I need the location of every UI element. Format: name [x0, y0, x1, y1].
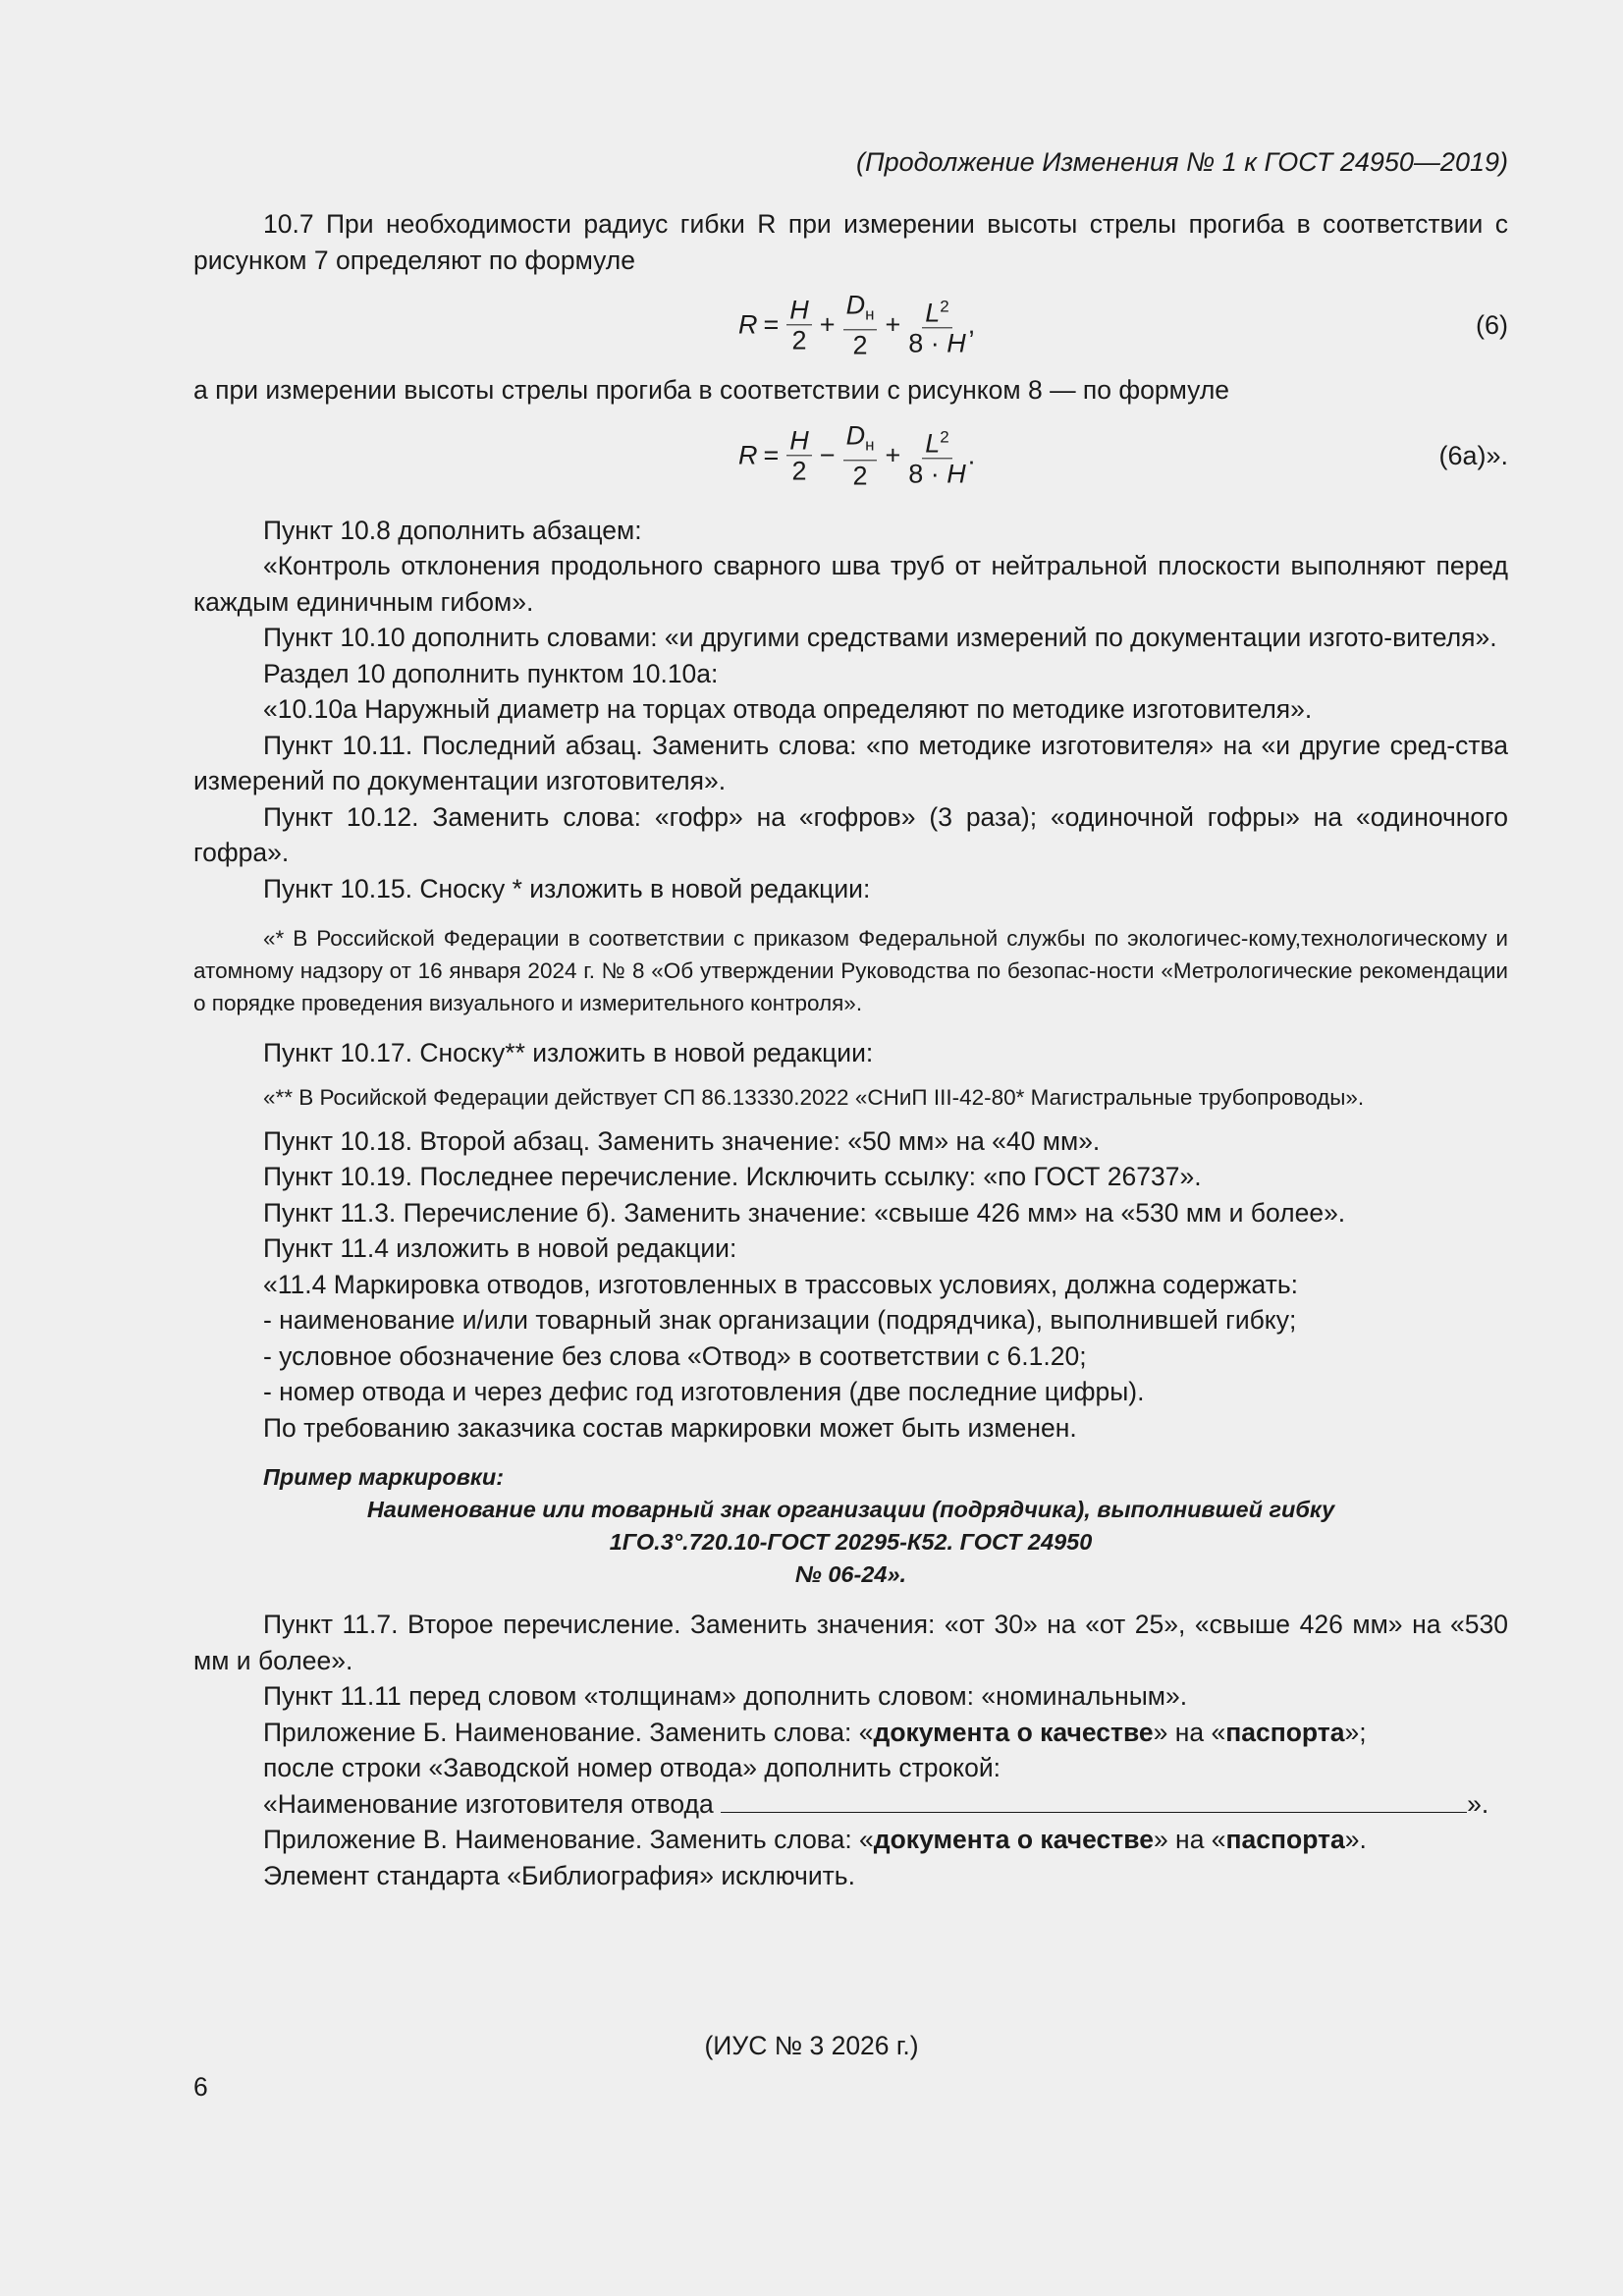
paragraph-11-3: Пункт 11.3. Перечисление б). Заменить значение: «свыше 426 мм» на «530 мм и более». — [263, 1197, 1346, 1228]
blank-line — [721, 1788, 1467, 1813]
footnote-1: «* В Российской Федерации в соответствии с приказом Федеральной службы по экологичес-кому,технологическому и атомному надзору от 16 января 2024 г. № 8 «Об утверждении Руководства по безопас-ности «Метрологические рекомендации о порядке проведения визуального и измерительного контроля». — [193, 926, 1508, 1015]
paragraph-10-12: Пункт 10.12. Заменить слова: «гофр» на «гофров» (3 раза); «одиночной гофры» на «одиночного гофра». — [193, 801, 1508, 867]
paragraph-after-row: после строки «Заводской номер отвода» дополнить строкой: — [263, 1753, 1001, 1782]
paragraph-11-7: Пункт 11.7. Второе перечисление. Заменить значения: «от 30» на «от 25», «свыше 426 мм» на «530 мм и более». — [193, 1610, 1508, 1675]
main-content — [193, 206, 1508, 1893]
paragraph-marking: «11.4 Маркировка отводов, изготовленных в трассовых условиях, должна содержать: — [263, 1269, 1298, 1299]
formula-6a: R = $\frac{H}{2}$ − $\frac{D_н}{2}$ + $\frac{L^2}{8 \cdot H}$ . (6а)». — [738, 419, 1508, 491]
paragraph-figure-8: а при измерении высоты стрелы прогиба в соответствии с рисунком 8 — по формуле — [193, 375, 1230, 405]
paragraph-10-18: Пункт 10.18. Второй абзац. Заменить значение: «50 мм» на «40 мм». — [263, 1125, 1101, 1156]
equation-number-6: (6) — [1476, 309, 1508, 340]
paragraph-10-10: Пункт 10.10 дополнить словами: «и другими средствами измерений по документации изгото-вителя». — [263, 623, 1497, 652]
paragraph-10-7: 10.7 При необходимости радиус гибки R при измерении высоты стрелы прогиба в соответствии с рисунком 7 определяют по формуле — [193, 209, 1508, 275]
paragraph-appendix-v: Приложение В. Наименование. Заменить слова: «документа о качестве» на «паспорта». — [263, 1825, 1367, 1854]
paragraph-10-10a: «10.10а Наружный диаметр на торцах отвода определяют по методике изготовителя». — [263, 694, 1313, 724]
paragraph-manufacturer-row: «Наименование изготовителя отвода ». — [263, 1788, 1489, 1819]
marking-example — [193, 1461, 1508, 1591]
paragraph-10-19: Пункт 10.19. Последнее перечисление. Исключить ссылку: «по ГОСТ 26737». — [263, 1162, 1202, 1191]
running-header: (Продолжение Изменения № 1 к ГОСТ 24950—2019) — [856, 147, 1508, 177]
footnote-2: «** В Росийской Федерации действует СП 86.13330.2022 «СНиП III-42-80* Магистральные трубопроводы». — [263, 1084, 1365, 1110]
example-line: 1ГО.3°.720.10-ГОСТ 20295-К52. ГОСТ 24950 — [609, 1529, 1093, 1555]
list-item: - номер отвода и через дефис год изготовления (две последние цифры). — [263, 1377, 1145, 1406]
example-label: Пример маркировки: — [263, 1464, 505, 1490]
paragraph-bibliography: Элемент стандарта «Библиография» исключить. — [263, 1860, 855, 1890]
paragraph-10-11: Пункт 10.11. Последний абзац. Заменить слова: «по методике изготовителя» на «и другие сред-ства измерений по документации изготовителя». — [193, 730, 1508, 795]
paragraph-10-15: Пункт 10.15. Сноску * изложить в новой редакции: — [263, 873, 871, 903]
ius-reference: (ИУС № 3 2026 г.) — [704, 2031, 919, 2060]
paragraph-11-4: Пункт 11.4 изложить в новой редакции: — [263, 1233, 737, 1263]
example-line: № 06-24». — [794, 1561, 907, 1587]
paragraph-11-11: Пункт 11.11 перед словом «толщинам» дополнить словом: «номинальным». — [263, 1681, 1188, 1711]
paragraph-10-17: Пункт 10.17. Сноску** изложить в новой редакции: — [263, 1038, 874, 1067]
paragraph-10-8: Пункт 10.8 дополнить абзацем: — [263, 515, 642, 545]
formula-6: R = $\frac{H}{2}$ + $\frac{D_н}{2}$ + $\frac{L^2}{8 \cdot H}$ , (6) — [738, 290, 1508, 360]
paragraph-appendix-b: Приложение Б. Наименование. Заменить слова: «документа о качестве» на «паспорта»; — [263, 1717, 1367, 1747]
paragraph-section-10: Раздел 10 дополнить пунктом 10.10а: — [263, 658, 719, 688]
equation-number-6a: (6а)». — [1438, 440, 1508, 470]
list-item: - наименование и/или товарный знак организации (подрядчика), выполнившей гибку; — [263, 1305, 1297, 1335]
list-item: - условное обозначение без слова «Отвод» в соответствии с 6.1.20; — [263, 1340, 1087, 1371]
paragraph-customer: По требованию заказчика состав маркировки может быть изменен. — [263, 1412, 1077, 1443]
example-line: Наименование или товарный знак организации (подрядчика), выполнившей гибку — [366, 1497, 1335, 1522]
page-number: 6 — [193, 2072, 208, 2102]
paragraph-control: «Контроль отклонения продольного сварного шва труб от нейтральной плоскости выполняют перед каждым единичным гибом». — [193, 551, 1508, 617]
